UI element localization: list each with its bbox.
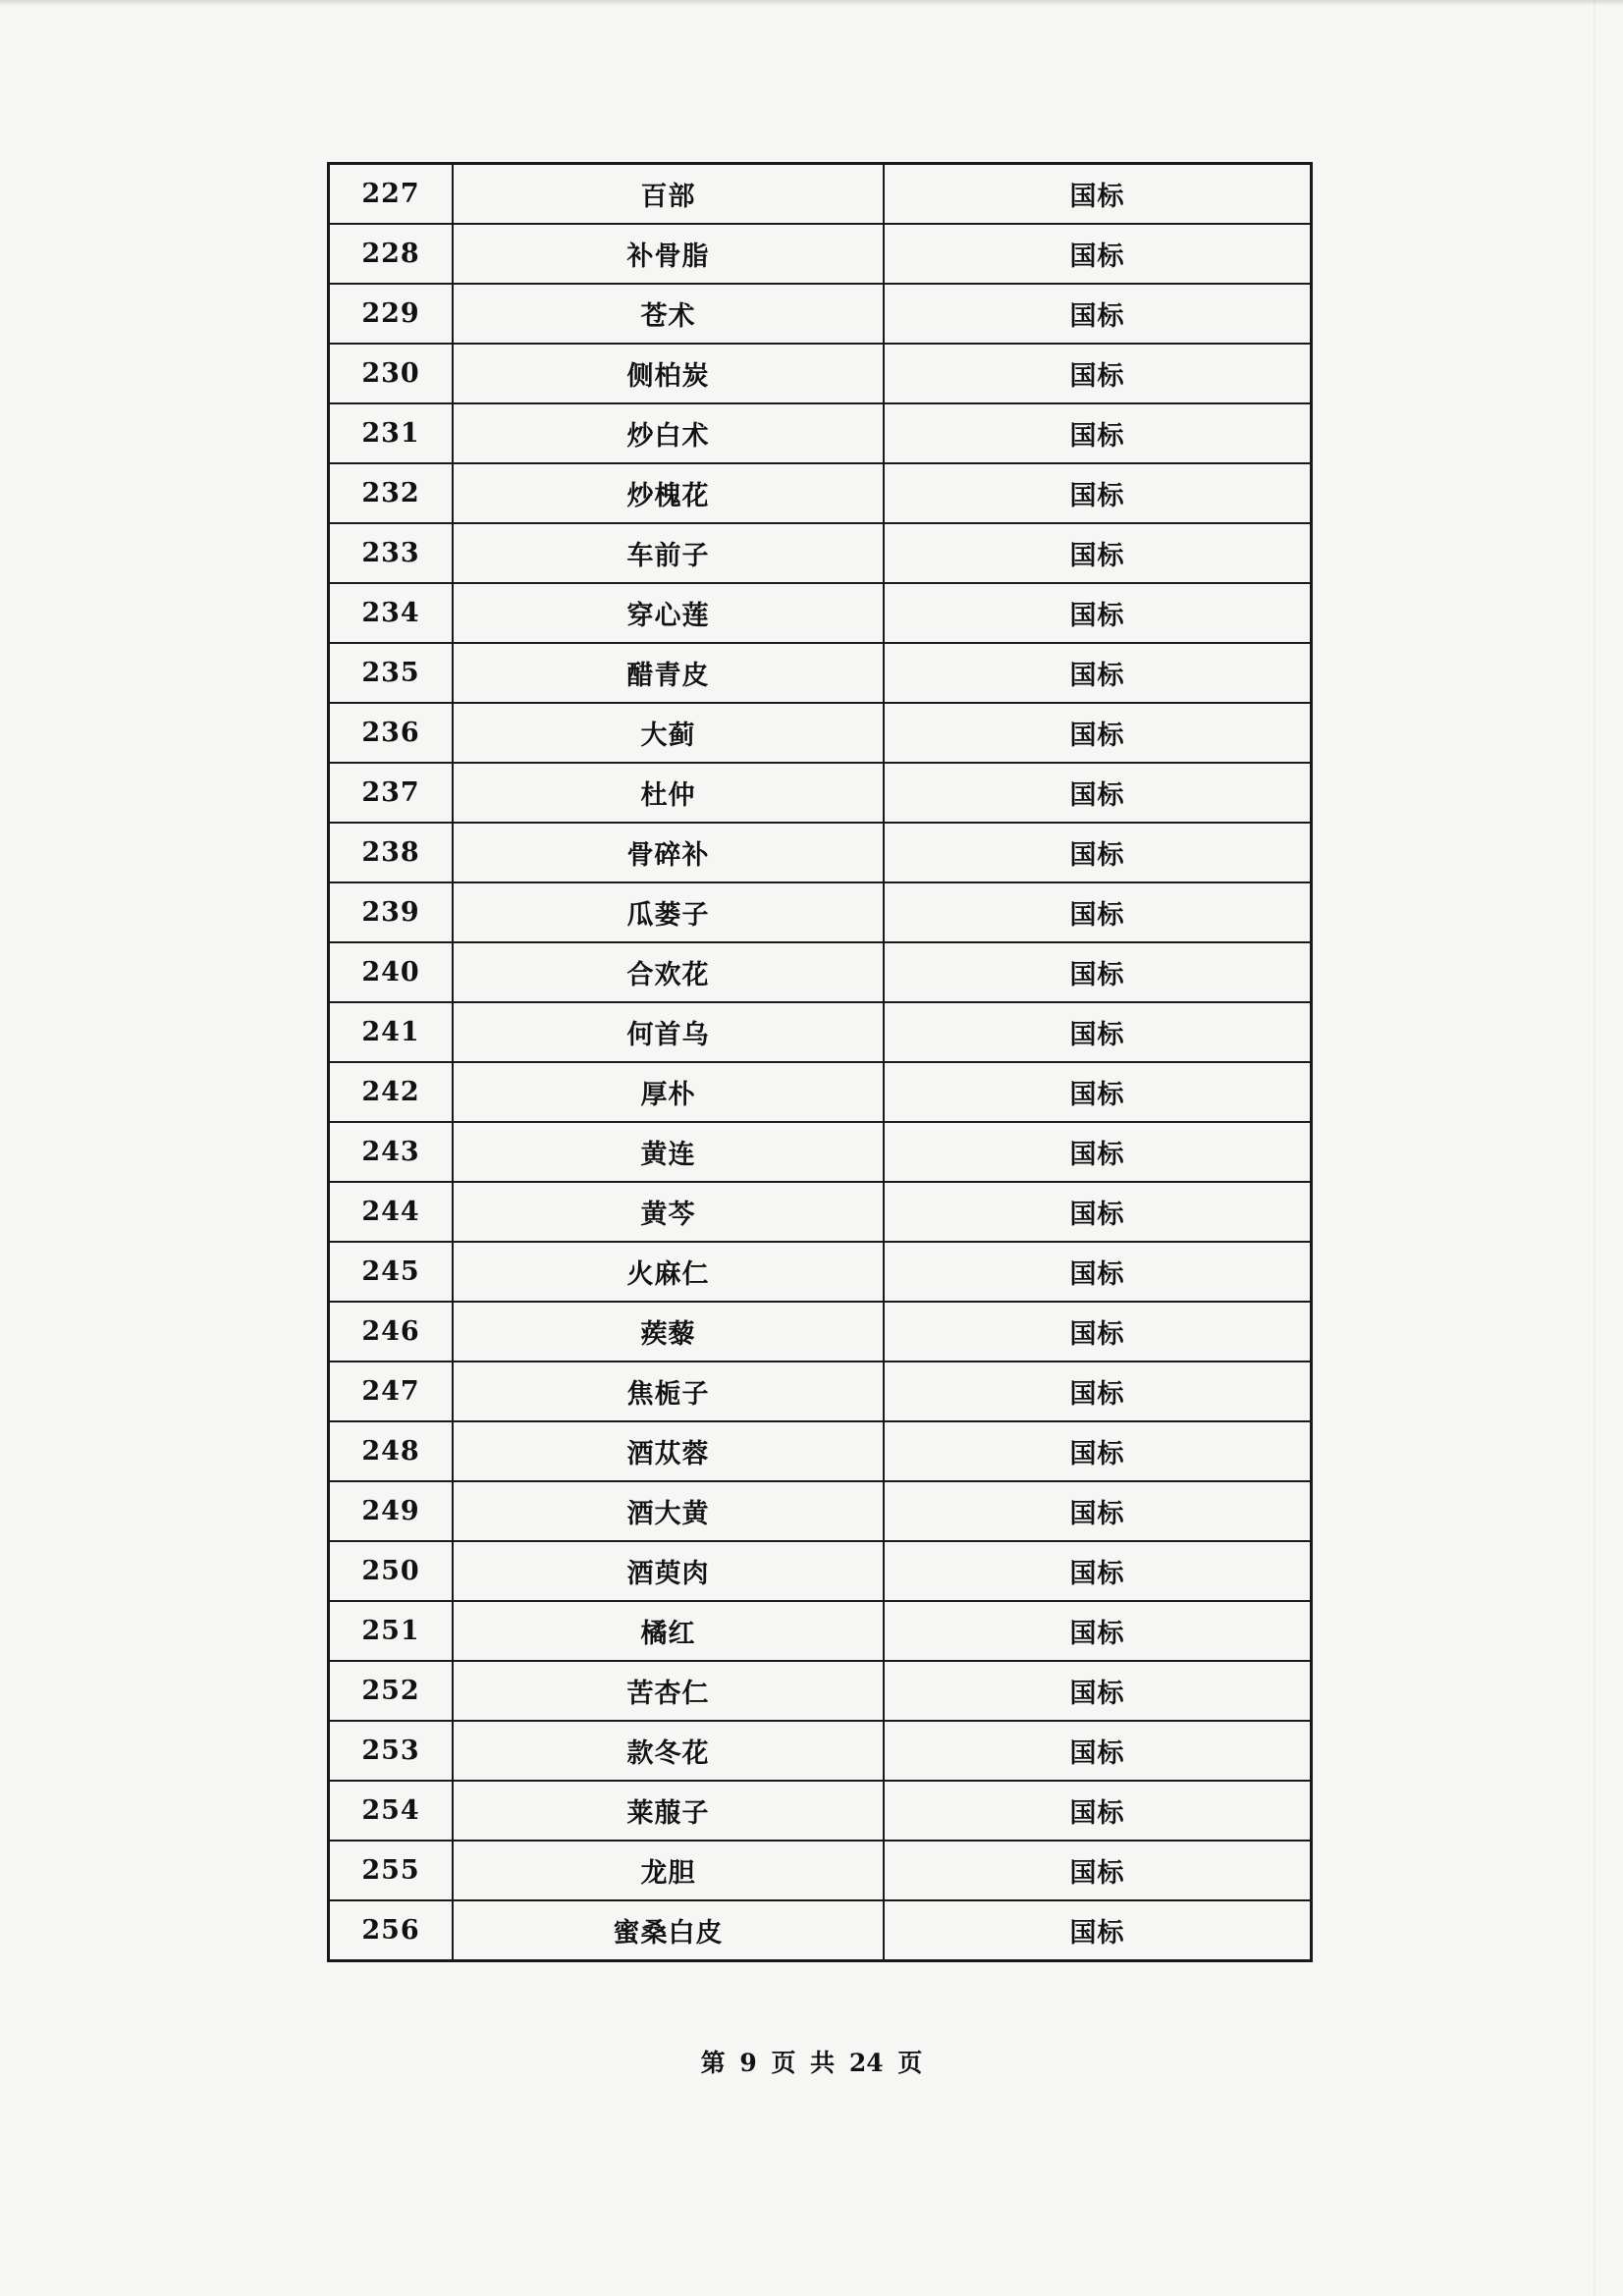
standard-type: 国标 (884, 823, 1312, 882)
herb-name: 黄连 (453, 1122, 884, 1182)
table-row (329, 1362, 1312, 1421)
herb-standard-table (327, 162, 1313, 1962)
table-row (329, 703, 1312, 763)
row-number: 229 (329, 284, 454, 344)
standard-type: 国标 (884, 1002, 1312, 1062)
herb-name: 何首乌 (453, 1002, 884, 1062)
row-number: 230 (329, 344, 454, 403)
table-row (329, 1781, 1312, 1841)
herb-name: 橘红 (453, 1601, 884, 1661)
table-row (329, 1302, 1312, 1362)
herb-name: 车前子 (453, 523, 884, 583)
herb-name: 火麻仁 (453, 1242, 884, 1302)
standard-type: 国标 (884, 403, 1312, 463)
herb-name: 杜仲 (453, 763, 884, 823)
standard-type: 国标 (884, 882, 1312, 942)
row-number: 256 (329, 1900, 454, 1961)
herb-name: 百部 (453, 164, 884, 225)
row-number: 240 (329, 942, 454, 1002)
herb-name: 瓜蒌子 (453, 882, 884, 942)
herb-name: 焦栀子 (453, 1362, 884, 1421)
herb-name: 蜜桑白皮 (453, 1900, 884, 1961)
herb-name: 酒苁蓉 (453, 1421, 884, 1481)
table-row (329, 1721, 1312, 1781)
row-number: 228 (329, 224, 454, 284)
table-row (329, 1661, 1312, 1721)
standard-type: 国标 (884, 164, 1312, 225)
row-number: 255 (329, 1841, 454, 1900)
table-row (329, 882, 1312, 942)
herb-name: 骨碎补 (453, 823, 884, 882)
table-body (329, 164, 1312, 1961)
row-number: 245 (329, 1242, 454, 1302)
table-row (329, 1182, 1312, 1242)
herb-name: 侧柏炭 (453, 344, 884, 403)
herb-name: 炒槐花 (453, 463, 884, 523)
scan-right-edge (1594, 0, 1596, 2296)
row-number: 232 (329, 463, 454, 523)
table-row (329, 1841, 1312, 1900)
standard-type: 国标 (884, 463, 1312, 523)
herb-name: 炒白术 (453, 403, 884, 463)
standard-type: 国标 (884, 1721, 1312, 1781)
row-number: 252 (329, 1661, 454, 1721)
table-row (329, 1541, 1312, 1601)
table-row (329, 523, 1312, 583)
standard-type: 国标 (884, 703, 1312, 763)
herb-name: 醋青皮 (453, 643, 884, 703)
standard-type: 国标 (884, 1302, 1312, 1362)
standard-type: 国标 (884, 523, 1312, 583)
row-number: 250 (329, 1541, 454, 1601)
row-number: 242 (329, 1062, 454, 1122)
standard-type: 国标 (884, 763, 1312, 823)
table-row (329, 1242, 1312, 1302)
herb-name: 穿心莲 (453, 583, 884, 643)
table-row (329, 763, 1312, 823)
herb-name: 黄芩 (453, 1182, 884, 1242)
row-number: 249 (329, 1481, 454, 1541)
row-number: 253 (329, 1721, 454, 1781)
herb-name: 厚朴 (453, 1062, 884, 1122)
herb-name: 大蓟 (453, 703, 884, 763)
herb-name: 酒萸肉 (453, 1541, 884, 1601)
standard-type: 国标 (884, 1062, 1312, 1122)
table-row (329, 823, 1312, 882)
row-number: 243 (329, 1122, 454, 1182)
table-row (329, 224, 1312, 284)
table-row (329, 1421, 1312, 1481)
standard-type: 国标 (884, 643, 1312, 703)
row-number: 246 (329, 1302, 454, 1362)
row-number: 254 (329, 1781, 454, 1841)
row-number: 239 (329, 882, 454, 942)
table-row (329, 942, 1312, 1002)
standard-type: 国标 (884, 1182, 1312, 1242)
herb-name: 补骨脂 (453, 224, 884, 284)
standard-type: 国标 (884, 284, 1312, 344)
herb-name: 款冬花 (453, 1721, 884, 1781)
row-number: 251 (329, 1601, 454, 1661)
table-row (329, 164, 1312, 225)
table-row (329, 1601, 1312, 1661)
standard-type: 国标 (884, 224, 1312, 284)
row-number: 231 (329, 403, 454, 463)
standard-type: 国标 (884, 1541, 1312, 1601)
table-row (329, 463, 1312, 523)
herb-name: 酒大黄 (453, 1481, 884, 1541)
table-row (329, 1062, 1312, 1122)
standard-type: 国标 (884, 1661, 1312, 1721)
table-row (329, 583, 1312, 643)
herb-name: 蒺藜 (453, 1302, 884, 1362)
standard-type: 国标 (884, 1841, 1312, 1900)
standard-type: 国标 (884, 1362, 1312, 1421)
table-row (329, 403, 1312, 463)
row-number: 244 (329, 1182, 454, 1242)
row-number: 234 (329, 583, 454, 643)
herb-name: 合欢花 (453, 942, 884, 1002)
standard-type: 国标 (884, 942, 1312, 1002)
herb-name: 莱菔子 (453, 1781, 884, 1841)
herb-name: 龙胆 (453, 1841, 884, 1900)
herb-name: 苦杏仁 (453, 1661, 884, 1721)
standard-type: 国标 (884, 1122, 1312, 1182)
row-number: 241 (329, 1002, 454, 1062)
table-row (329, 284, 1312, 344)
row-number: 233 (329, 523, 454, 583)
standard-type: 国标 (884, 1601, 1312, 1661)
row-number: 247 (329, 1362, 454, 1421)
table-row (329, 1002, 1312, 1062)
standard-type: 国标 (884, 1900, 1312, 1961)
herb-name: 苍术 (453, 284, 884, 344)
standard-type: 国标 (884, 1242, 1312, 1302)
page-footer: 第 9 页 共 24 页 (700, 2049, 923, 2077)
table-row (329, 643, 1312, 703)
row-number: 227 (329, 164, 454, 225)
standard-type: 国标 (884, 1781, 1312, 1841)
table-row (329, 1900, 1312, 1961)
row-number: 235 (329, 643, 454, 703)
standard-type: 国标 (884, 344, 1312, 403)
table-row (329, 1481, 1312, 1541)
row-number: 248 (329, 1421, 454, 1481)
table-row (329, 344, 1312, 403)
row-number: 238 (329, 823, 454, 882)
table-row (329, 1122, 1312, 1182)
standard-type: 国标 (884, 1421, 1312, 1481)
scan-top-shadow (0, 0, 1623, 6)
standard-type: 国标 (884, 1481, 1312, 1541)
standard-type: 国标 (884, 583, 1312, 643)
row-number: 236 (329, 703, 454, 763)
row-number: 237 (329, 763, 454, 823)
